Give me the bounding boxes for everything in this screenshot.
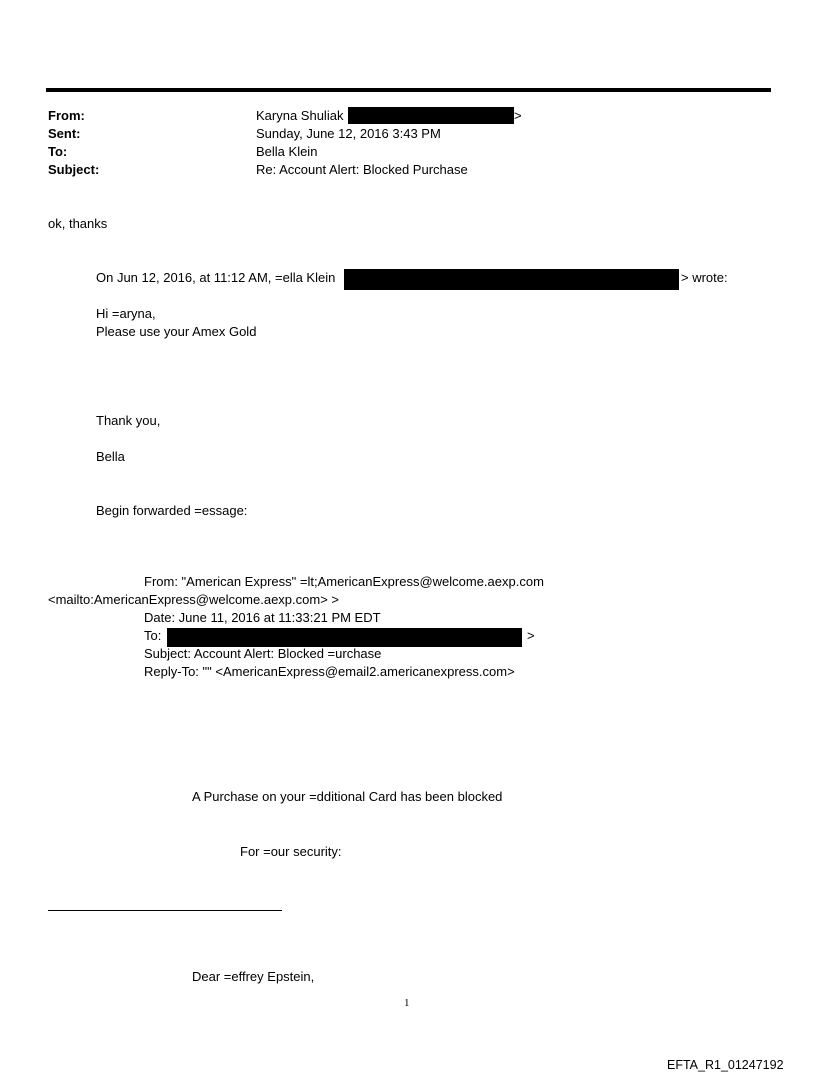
to-value: Bella Klein <box>256 144 318 159</box>
document-id: EFTA_R1_01247192 <box>667 1058 784 1072</box>
fwd-reply-to-line: Reply-To: "" <AmericanExpress@email2.americanexpress.com> <box>144 664 515 679</box>
fwd-from-line: From: "American Express" =lt;AmericanExpress@welcome.aexp.com <box>144 574 544 589</box>
fwd-to-suffix: > <box>527 628 535 643</box>
subject-value: Re: Account Alert: Blocked Purchase <box>256 162 468 177</box>
page-number: 1 <box>404 997 410 1009</box>
security-line: For =our security: <box>240 844 342 859</box>
fwd-subject-line: Subject: Account Alert: Blocked =urchase <box>144 646 382 661</box>
quote-intro-suffix: > wrote: <box>681 270 728 285</box>
dear-line: Dear =effrey Epstein, <box>192 969 315 984</box>
fwd-mailto-line: <mailto:AmericanExpress@welcome.aexp.com> > <box>48 592 340 607</box>
signature: Bella <box>96 449 125 464</box>
fwd-date-line: Date: June 11, 2016 at 11:33:21 PM EDT <box>144 610 381 625</box>
sent-label: Sent: <box>48 126 81 141</box>
redaction-block <box>344 269 679 290</box>
forwarded-label: Begin forwarded =essage: <box>96 503 248 518</box>
reply-text: ok, thanks <box>48 216 108 231</box>
from-suffix: > <box>514 108 522 123</box>
fwd-to-label: To: <box>144 628 162 643</box>
redaction-block <box>348 107 514 124</box>
to-label: To: <box>48 144 68 159</box>
from-label: From: <box>48 108 85 123</box>
sent-value: Sunday, June 12, 2016 3:43 PM <box>256 126 441 141</box>
alert-headline: A Purchase on your =dditional Card has been blocked <box>192 789 503 804</box>
quote-intro: On Jun 12, 2016, at 11:12 AM, =ella Klein <box>96 270 336 285</box>
closing: Thank you, <box>96 413 161 428</box>
greeting: Hi =aryna, <box>96 306 156 321</box>
body-line: Please use your Amex Gold <box>96 324 257 339</box>
subject-label: Subject: <box>48 162 100 177</box>
footnote-rule <box>48 910 282 911</box>
from-value: Karyna Shuliak <box>256 108 344 123</box>
header-top-rule <box>46 88 771 92</box>
